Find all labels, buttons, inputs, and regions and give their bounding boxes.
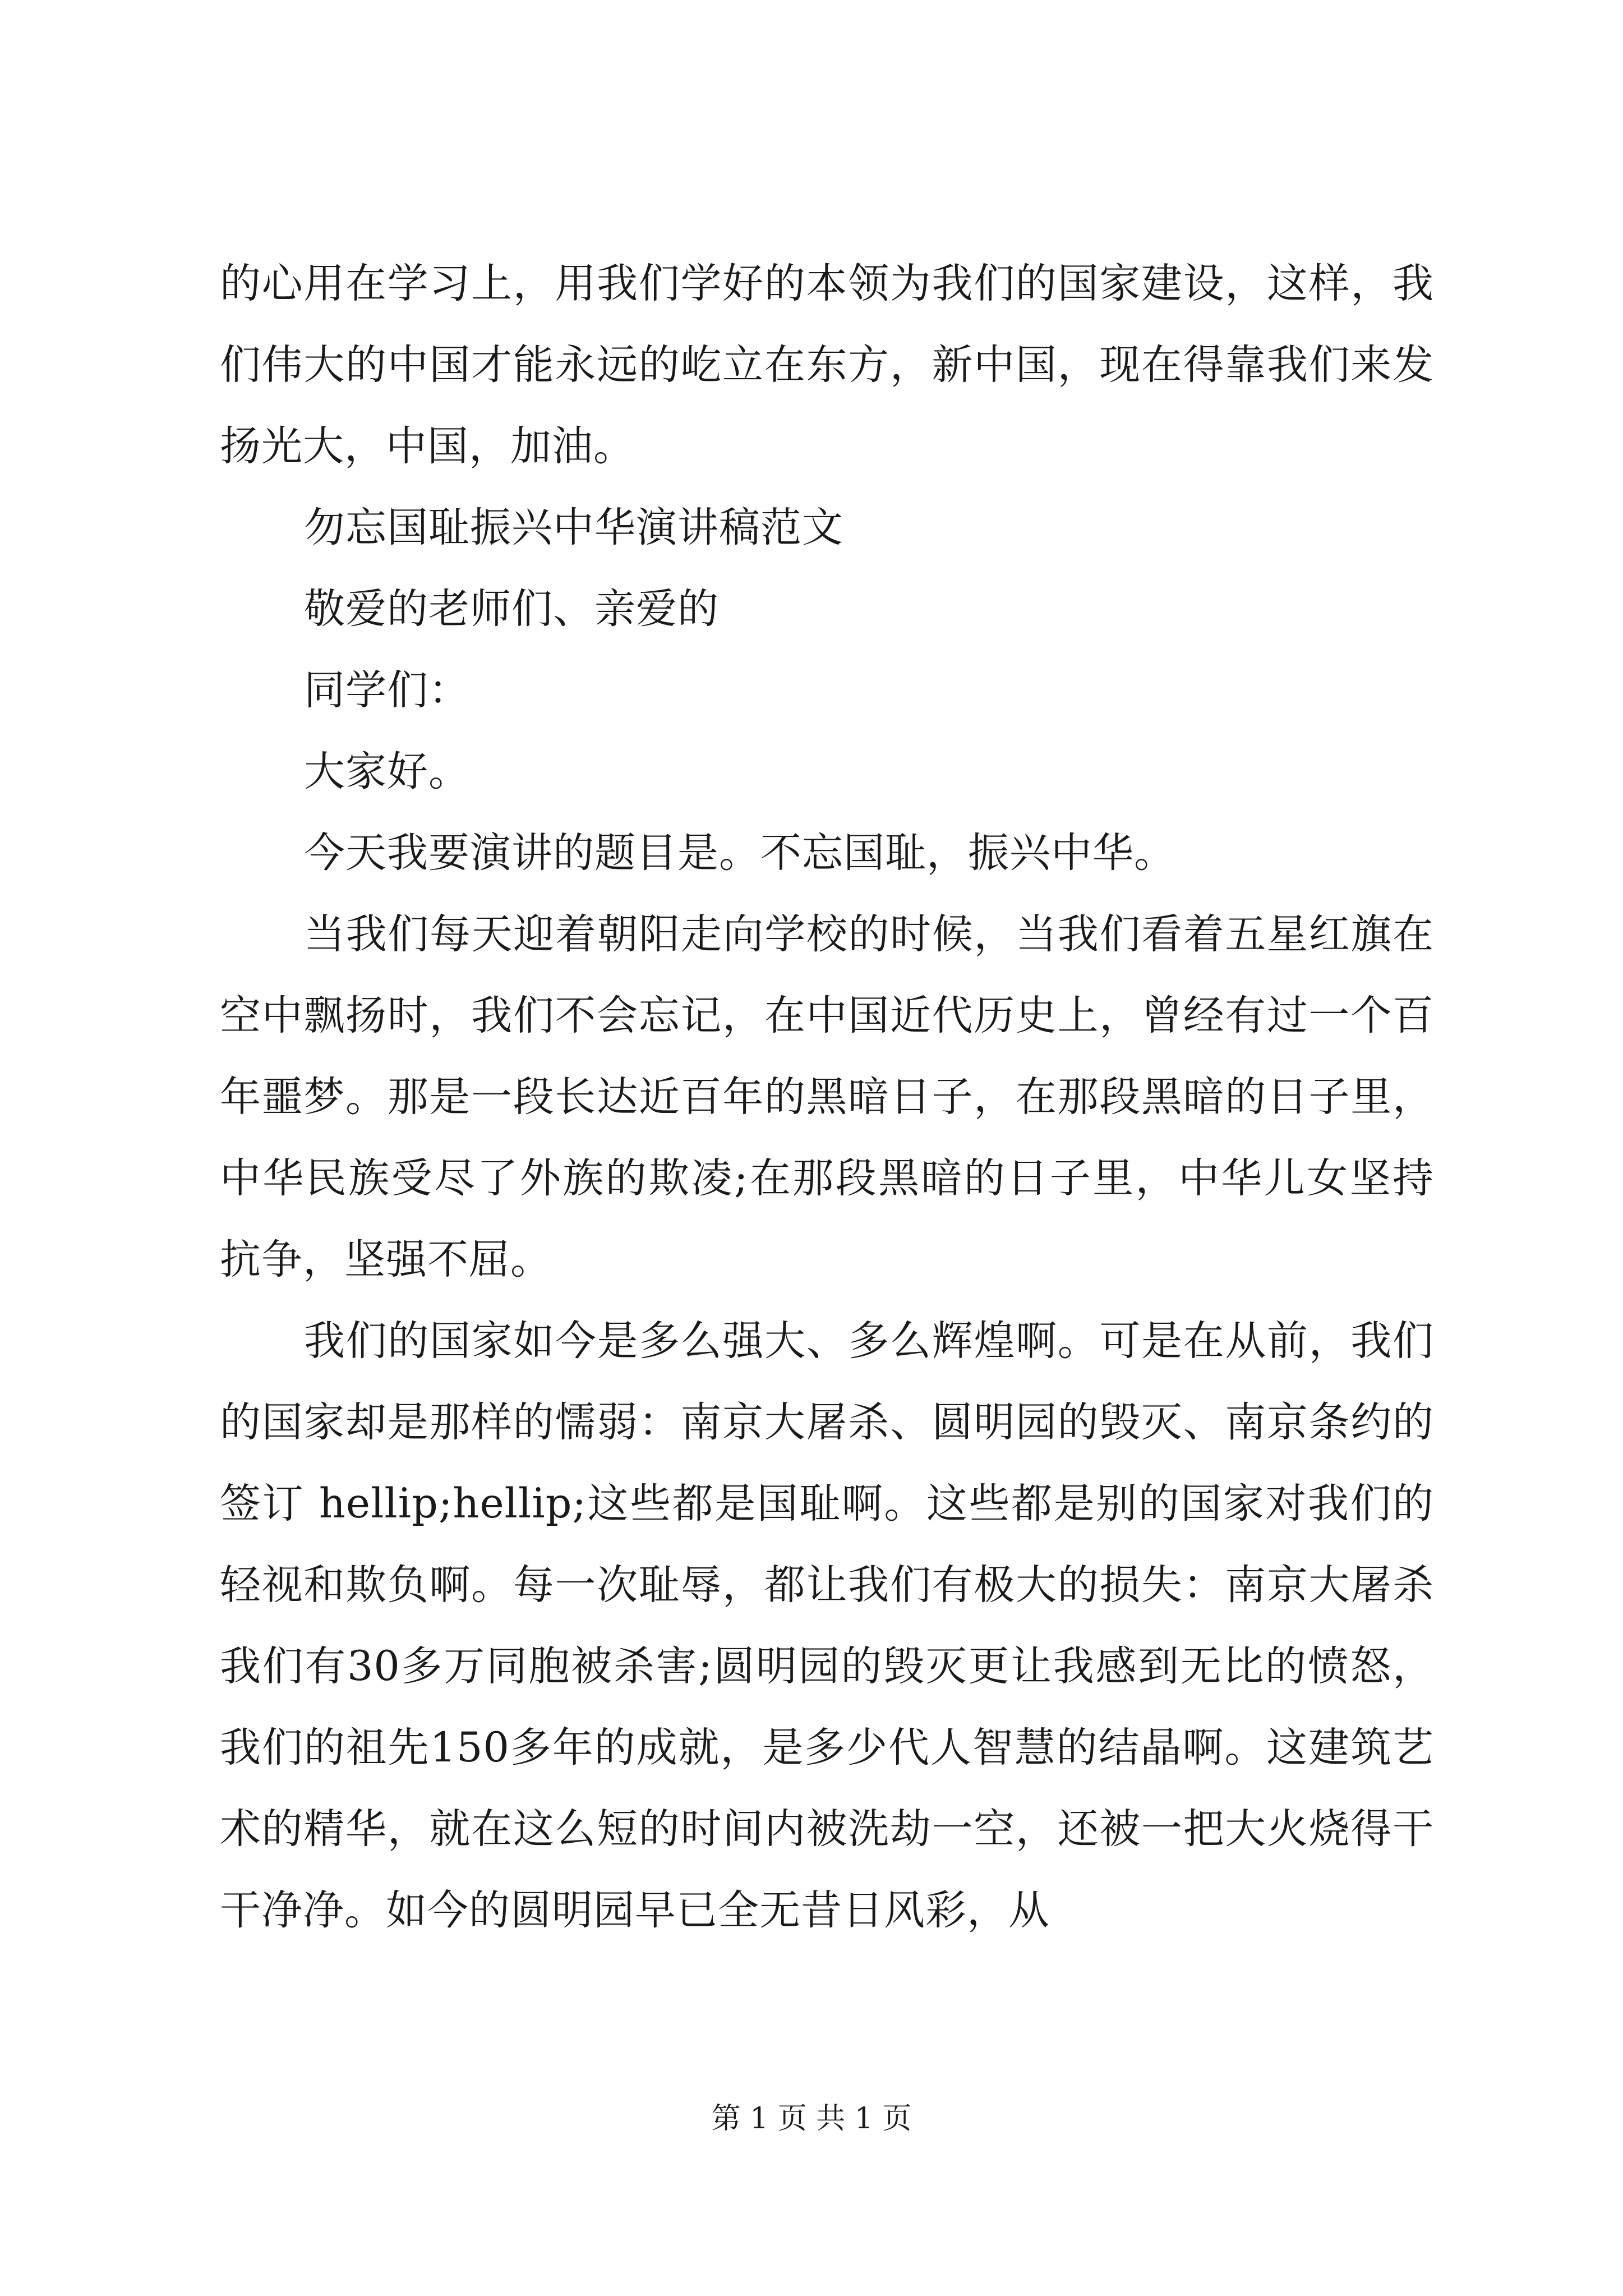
salutation-line-1: 敬爱的老师们、亲爱的 bbox=[304, 585, 719, 633]
speech-title: 勿忘国耻振兴中华演讲稿范文 bbox=[304, 504, 843, 551]
topic-statement: 今天我要演讲的题目是。不忘国耻，振兴中华。 bbox=[304, 829, 1175, 877]
page-footer: 第 1 页 共 1 页 bbox=[711, 2102, 912, 2136]
paragraph-national-humiliation: 我们的国家如今是多么强大、多么辉煌啊。可是在从前，我们的国家却是那样的懦弱：南京大屠杀、圆明园的毁灭、南京条约的签订 hellip;hellip;这些都是国耻啊。这些都是别的国家对我们的轻视和欺负啊。每一次耻辱，都让我们有极大的损失：南京大屠杀我们有30多万同胞被杀害;圆明园的毁灭更让我感到无比的愤怒，我们的祖先150多年的成就，是多少代人智慧的结晶啊。这建筑艺术的精华，就在这么短的时间内被洗劫一空，还被一把大火烧得干干净净。如今的圆明园早已全无昔日风彩，从 bbox=[220, 1317, 1434, 1934]
document-body bbox=[220, 243, 1434, 1951]
paragraph-history: 当我们每天迎着朝阳走向学校的时候，当我们看着五星红旗在空中飘扬时，我们不会忘记，在中国近代历史上，曾经有过一个百年噩梦。那是一段长达近百年的黑暗日子，在那段黑暗的日子里，中华民族受尽了外族的欺凌;在那段黑暗的日子里，中华儿女坚持抗争，坚强不屈。 bbox=[220, 910, 1434, 1283]
greeting: 大家好。 bbox=[304, 748, 470, 795]
salutation-line-2: 同学们： bbox=[304, 666, 470, 714]
paragraph-continuation: 的心用在学习上，用我们学好的本领为我们的国家建设，这样，我们伟大的中国才能永远的屹立在东方，新中国，现在得靠我们来发扬光大，中国，加油。 bbox=[220, 260, 1434, 470]
